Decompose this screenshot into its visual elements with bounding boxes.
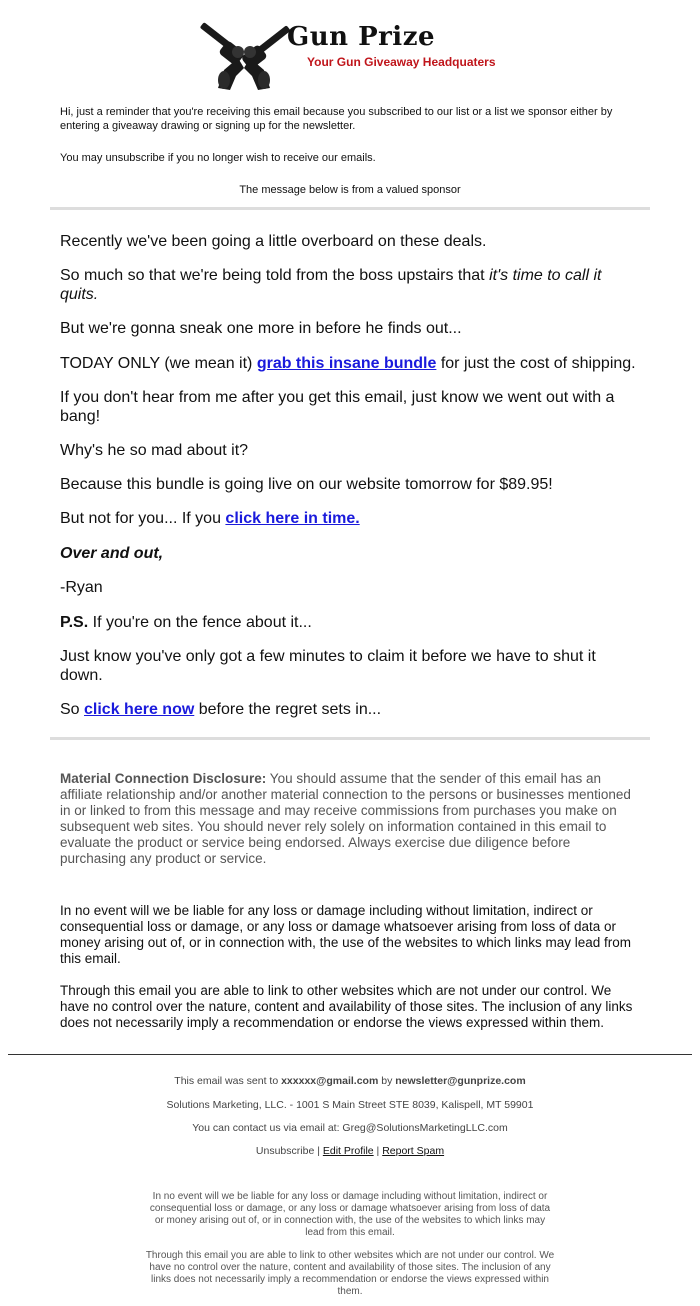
company-address: Solutions Marketing, LLC. - 1001 S Main Street STE 8039, Kalispell, MT 59901 (166, 1099, 534, 1111)
footer-links-notice: Through this email you are able to link to other websites which are not under our control. We have no control over the nature, content and availability of those sites. The inclusion of any links does not necessarily imply a recommendation or endorse the views expressed within them. (145, 1250, 555, 1297)
edit-profile-link[interactable]: Edit Profile (322, 1145, 374, 1157)
contact-line: You can contact us via email at: Greg@SolutionsMarketingLLC.com (192, 1122, 508, 1134)
sponsor-note: The message below is from a valued sponsor (239, 184, 461, 196)
ps-label: P.S. (60, 614, 89, 631)
subscription-reminder: Hi, just a reminder that you're receiving this email because you subscribed to our list or a list we sponsor either by entering a giveaway drawing or signing up for the newsletter. (60, 106, 613, 132)
logo-title: Gun Prize (287, 22, 435, 52)
message-text: So (60, 701, 85, 718)
message-paragraph (60, 266, 640, 304)
link-separator: | (314, 1145, 323, 1157)
external-links-notice: Through this email you are able to link to other websites which are not under our control. We have no control over the nature, content and availability of those sites. The inclusion of any links does not necessarily imply a recommendation or endorse the views expressed within them. (60, 983, 633, 1030)
click-here-now-link[interactable]: click here now (84, 701, 195, 718)
unsubscribe-link[interactable]: Unsubscribe (255, 1145, 315, 1157)
recipient-email: xxxxxx@gmail.com (281, 1075, 379, 1087)
unsubscribe-note: You may unsubscribe if you no longer wish to receive our emails. (60, 152, 376, 164)
email-header (0, 0, 700, 100)
footer-links (0, 1145, 700, 1158)
grab-bundle-link[interactable]: grab this insane bundle (256, 355, 437, 372)
sent-by-prefix: by (378, 1075, 396, 1087)
message-paragraph: Just know you've only got a few minutes to claim it before we have to shut it down. (60, 648, 596, 684)
message-text: But not for you... If you (60, 510, 226, 527)
material-connection-disclosure (60, 771, 640, 867)
sign-off: Over and out, (60, 545, 164, 562)
message-paragraph: Because this bundle is going live on our website tomorrow for $89.95! (60, 476, 553, 493)
sent-prefix: This email was sent to (174, 1075, 282, 1087)
link-separator: | (373, 1145, 383, 1157)
message-paragraph (60, 613, 640, 632)
disclosure-label: Material Connection Disclosure: (60, 771, 267, 786)
message-paragraph: If you don't hear from me after you get this email, just know we went out with a bang! (60, 389, 615, 425)
message-paragraph (60, 509, 640, 528)
signature: -Ryan (60, 579, 103, 596)
divider-top (50, 207, 650, 210)
message-paragraph (60, 354, 640, 373)
footer-divider (8, 1054, 692, 1055)
message-paragraph (60, 700, 640, 719)
report-spam-link[interactable]: Report Spam (382, 1145, 445, 1157)
liability-notice: In no event will we be liable for any loss or damage including without limitation, indirect or consequential loss or damage, or any loss or damage whatsoever arising from loss of data or money arising out of, or in connection with, the use of the websites to which links may lead from this email. (60, 903, 632, 966)
crossed-revolvers-icon (198, 14, 290, 92)
message-italic: it's time to call it quits. (60, 267, 602, 303)
message-text: for just the cost of shipping. (436, 355, 636, 372)
logo-tagline: Your Gun Giveaway Headquaters (307, 55, 496, 69)
disclosure-text: You should assume that the sender of this email has an affiliate relationship and/or another material connection to the persons or businesses mentioned in or linked to from this message and may receive commissions from purchases you make on subsequent web sites. You should never rely solely on information contained in this email to evaluate the product or service being endorsed. Always exercise due diligence before purchasing any product or service. (60, 771, 631, 866)
divider-bottom (50, 737, 650, 740)
message-paragraph: But we're gonna sneak one more in before he finds out... (60, 320, 462, 337)
message-text: before the regret sets in... (194, 701, 382, 718)
message-paragraph: Recently we've been going a little overboard on these deals. (60, 233, 487, 250)
footer-liability-notice: In no event will we be liable for any loss or damage including without limitation, indirect or consequential loss or damage, or any loss or damage whatsoever arising from loss of data or money arising out of, or in connection with, the use of the websites to which links may lead from this email. (149, 1191, 551, 1238)
message-paragraph: Why's he so mad about it? (60, 442, 249, 459)
message-text: So much so that we're being told from the boss upstairs that (60, 267, 490, 284)
message-text: TODAY ONLY (we mean it) (60, 355, 257, 372)
sent-to-line (0, 1075, 700, 1088)
sender-email: newsletter@gunprize.com (395, 1075, 526, 1087)
message-text: If you're on the fence about it... (88, 614, 312, 631)
click-here-in-time-link[interactable]: click here in time. (225, 510, 360, 527)
